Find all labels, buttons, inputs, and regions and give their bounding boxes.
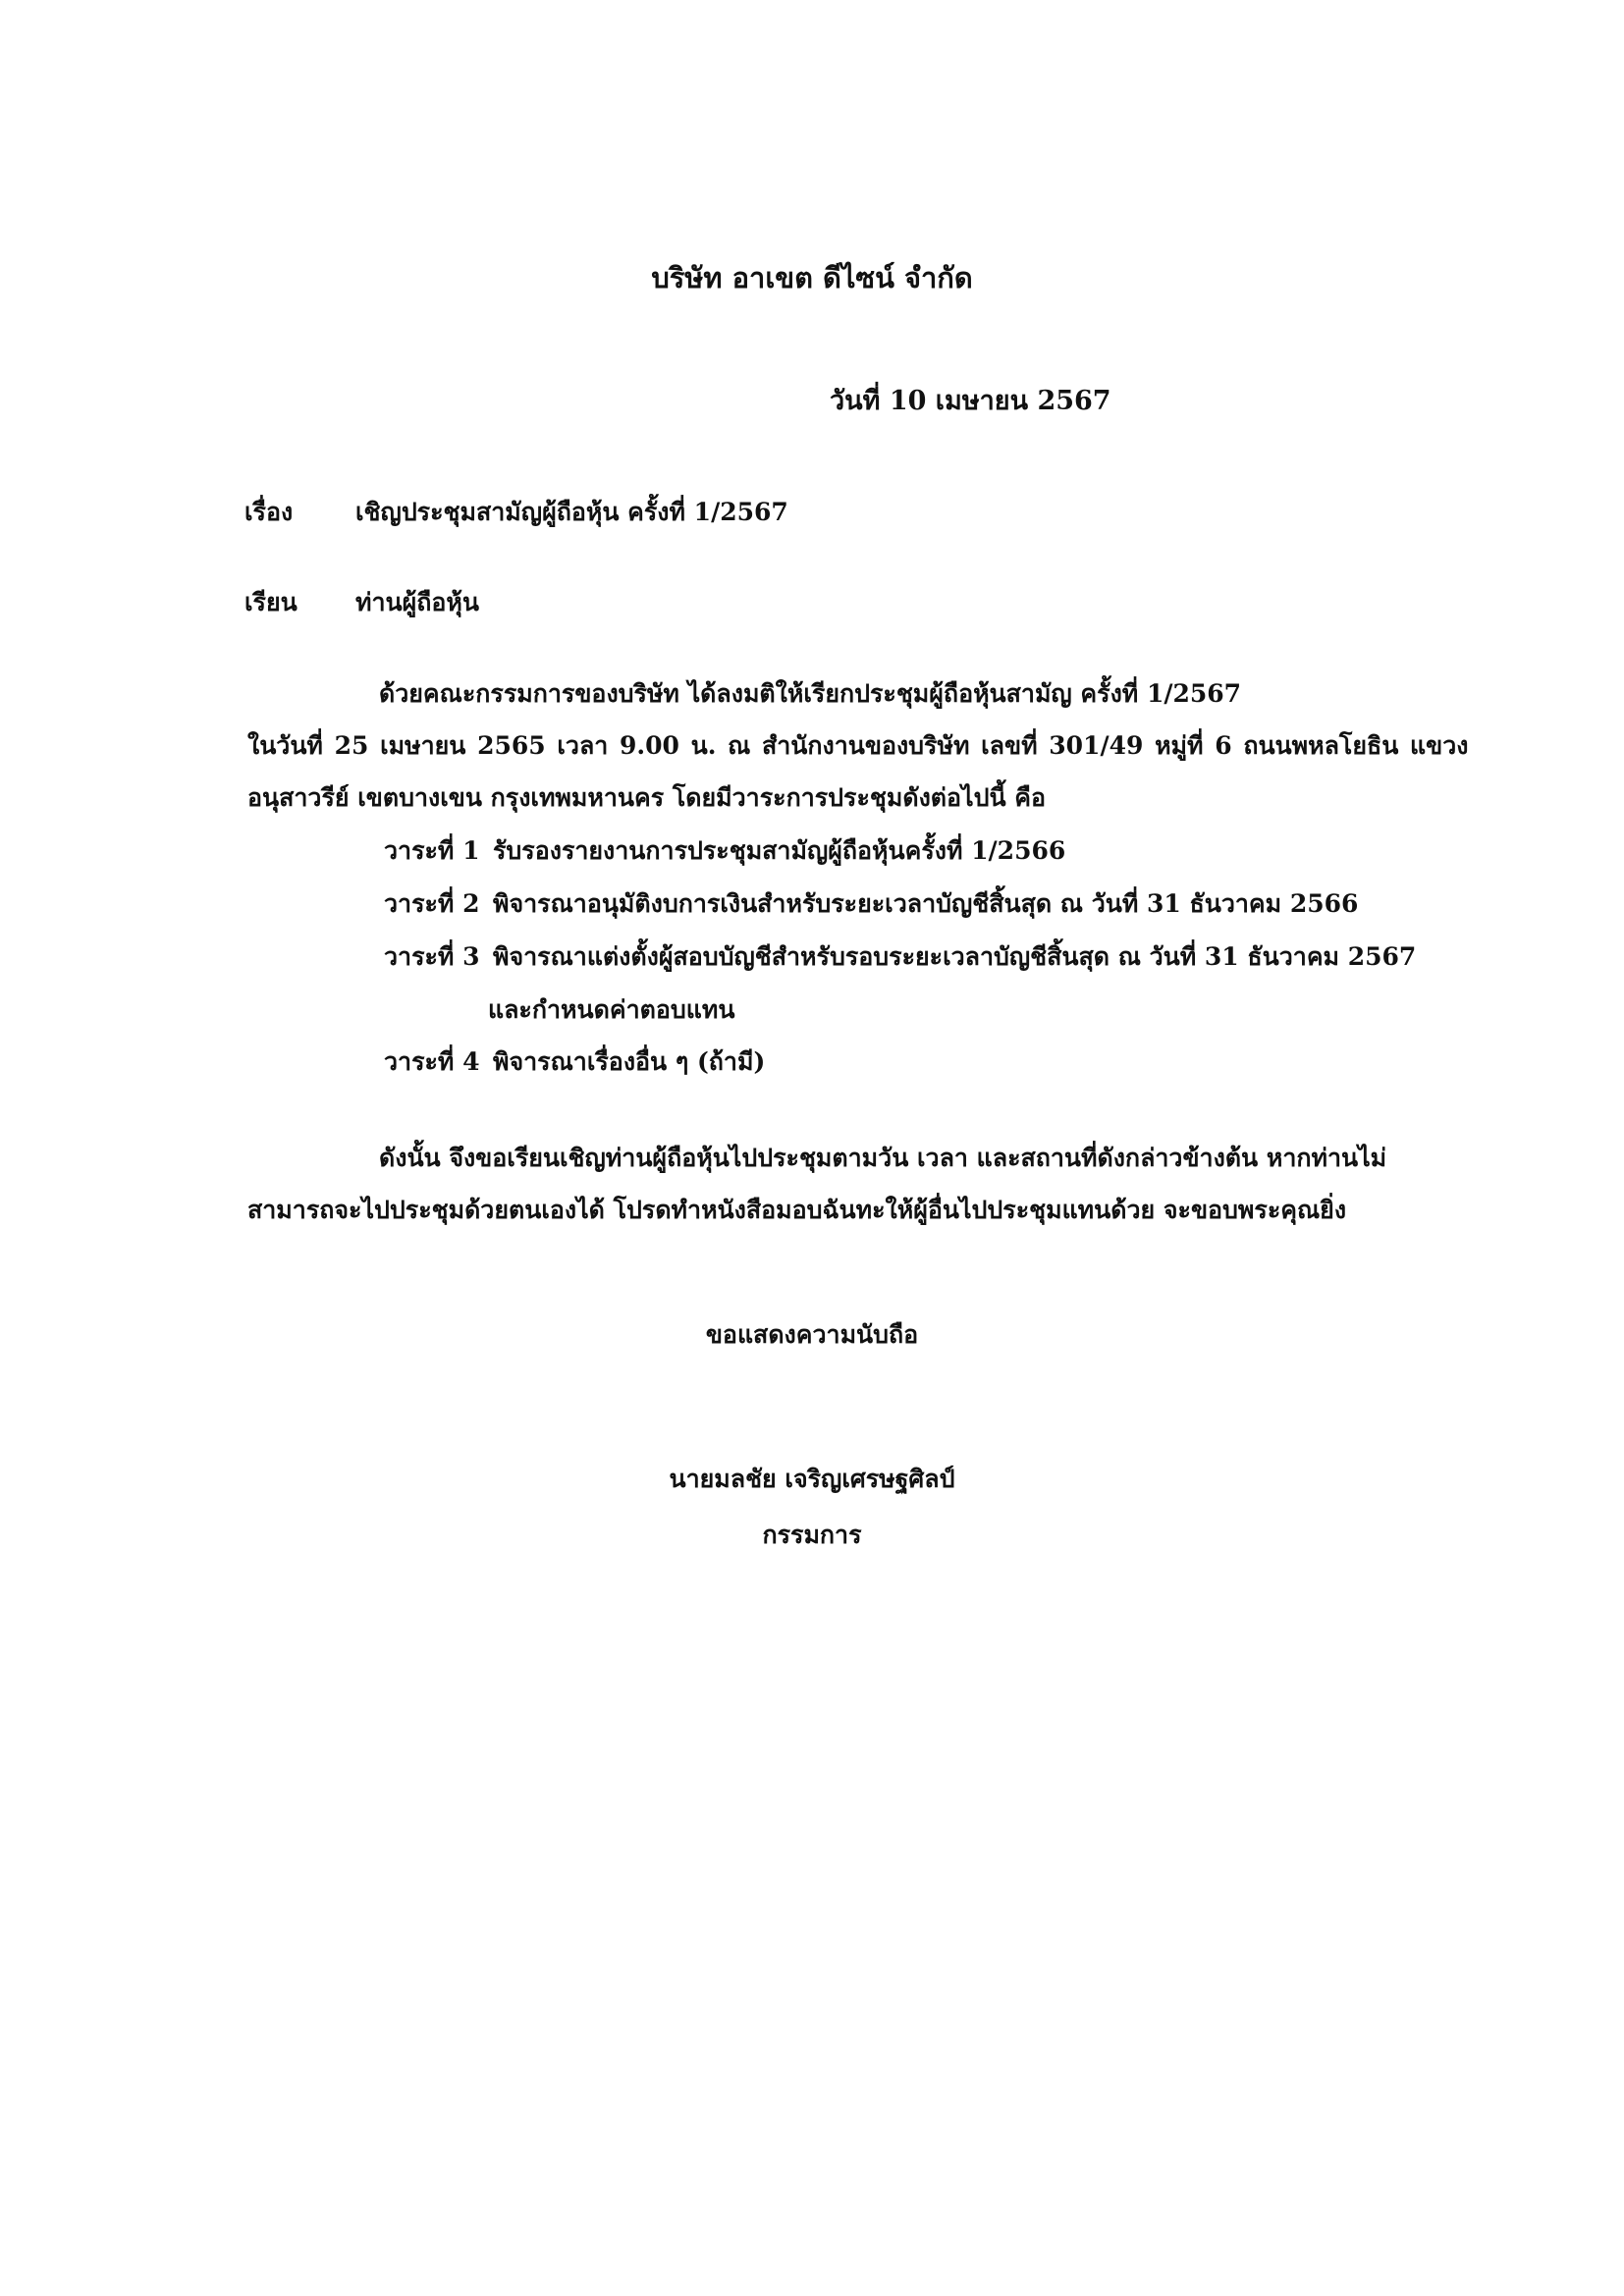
agenda-text-continuation: และกำหนดค่าตอบแทน [488, 995, 735, 1024]
agenda-number: วาระที่ 3 [384, 942, 480, 971]
recipient-text: ท่านผู้ถือหุ้น [355, 588, 479, 616]
letter-date: วันที่ 10 เมษายน 2567 [830, 386, 1111, 416]
body-paragraph-line: ด้วยคณะกรรมการของบริษัท ได้ลงมติให้เรียกประชุมผู้ถือหุ้นสามัญ ครั้งที่ 1/2567 [379, 679, 1242, 708]
agenda-text: รับรองรายงานการประชุมสามัญผู้ถือหุ้นครั้งที่ 1/2566 [493, 836, 1066, 865]
body-paragraph-line: อนุสาวรีย์ เขตบางเขน กรุงเทพมหานคร โดยมีวาระการประชุมดังต่อไปนี้ คือ [247, 783, 1047, 812]
body-paragraph-line: ดังนั้น จึงขอเรียนเชิญท่านผู้ถือหุ้นไปประชุมตามวัน เวลา และสถานที่ดังกล่าวข้างต้น หากท่านไม่ [379, 1144, 1387, 1172]
subject-text: เชิญประชุมสามัญผู้ถือหุ้น ครั้งที่ 1/2567 [355, 498, 788, 526]
agenda-text: พิจารณาเรื่องอื่น ๆ (ถ้ามี) [493, 1047, 766, 1076]
agenda-number: วาระที่ 2 [384, 889, 480, 918]
body-paragraph-line: ในวันที่ 25 เมษายน 2565 เวลา 9.00 น. ณ สำนักงานของบริษัท เลขที่ 301/49 หมู่ที่ 6 ถนนพหลโยธิน แขวง [247, 731, 1469, 760]
closing-salutation: ขอแสดงความนับถือ [705, 1320, 919, 1349]
signer-name: นายมลชัย เจริญเศรษฐศิลป์ [669, 1465, 955, 1493]
agenda-item [384, 940, 1416, 974]
recipient-label: เรียน [244, 588, 298, 616]
agenda-number: วาระที่ 4 [384, 1047, 480, 1076]
agenda-text: พิจารณาอนุมัติงบการเงินสำหรับระยะเวลาบัญชีสิ้นสุด ณ วันที่ 31 ธันวาคม 2566 [493, 889, 1359, 918]
agenda-number: วาระที่ 1 [384, 836, 480, 865]
agenda-item [384, 887, 1358, 921]
subject-label: เรื่อง [244, 498, 294, 526]
agenda-text: พิจารณาแต่งตั้งผู้สอบบัญชีสำหรับรอบระยะเวลาบัญชีสิ้นสุด ณ วันที่ 31 ธันวาคม 2567 [493, 942, 1417, 971]
company-name: บริษัท อาเขต ดีไซน์ จำกัด [651, 261, 973, 294]
agenda-item [384, 834, 1065, 868]
signer-title: กรรมการ [762, 1521, 862, 1549]
body-paragraph-line: สามารถจะไปประชุมด้วยตนเองได้ โปรดทำหนังสือมอบฉันทะให้ผู้อื่นไปประชุมแทนด้วย จะขอบพระคุณยิ่ง [247, 1196, 1347, 1224]
agenda-item [384, 1045, 765, 1079]
